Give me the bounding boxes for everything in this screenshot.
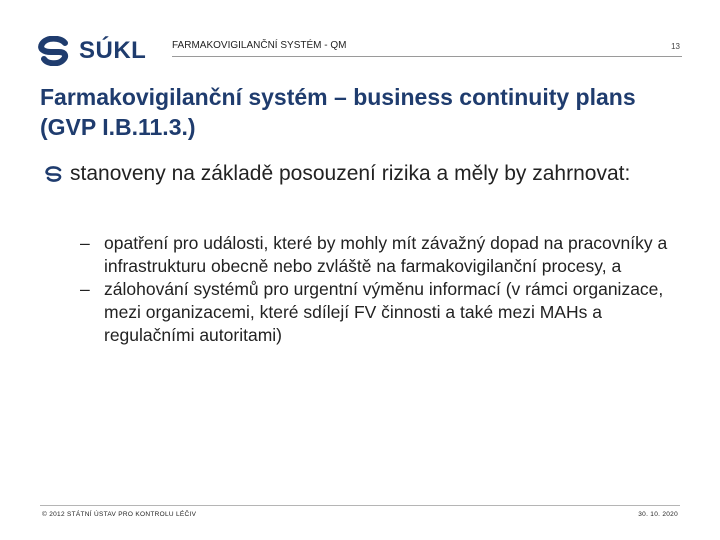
logo-text: SÚKL <box>79 37 147 64</box>
sub-list-item <box>80 232 670 278</box>
footer-divider <box>40 505 680 506</box>
slide-title: Farmakovigilanční systém – business continuity plans (GVP I.B.11.3.) <box>40 84 636 140</box>
bullet-item <box>44 160 684 188</box>
sub-item-text: zálohování systémů pro urgentní výměnu informací (v rámci organizace, mezi organizacemi, které sdílejí FV činnosti a také mezi MAHs a regulačními autoritami) <box>104 279 664 345</box>
sukl-bullet-icon <box>44 160 64 188</box>
header-divider <box>172 56 682 57</box>
header-label: FARMAKOVIGILANČNÍ SYSTÉM - QM <box>172 40 347 51</box>
sub-list <box>80 232 670 347</box>
dash-marker: – <box>80 279 90 299</box>
sub-item-text: opatření pro události, které by mohly mít závažný dopad na pracovníky a infrastrukturu obecně nebo zvláště na farmakovigilanční procesy, a <box>104 233 668 276</box>
sub-list-item <box>80 278 670 347</box>
dash-marker: – <box>80 233 90 253</box>
footer-copyright: © 2012 STÁTNÍ ÚSTAV PRO KONTROLU LÉČIV <box>42 511 197 518</box>
page-number: 13 <box>671 42 680 51</box>
footer-date: 30. 10. 2020 <box>638 511 678 518</box>
sukl-logo-icon <box>38 36 72 66</box>
bullet-text: stanoveny na základě posouzení rizika a měly by zahrnovat: <box>70 162 631 185</box>
sukl-logo <box>38 34 150 68</box>
